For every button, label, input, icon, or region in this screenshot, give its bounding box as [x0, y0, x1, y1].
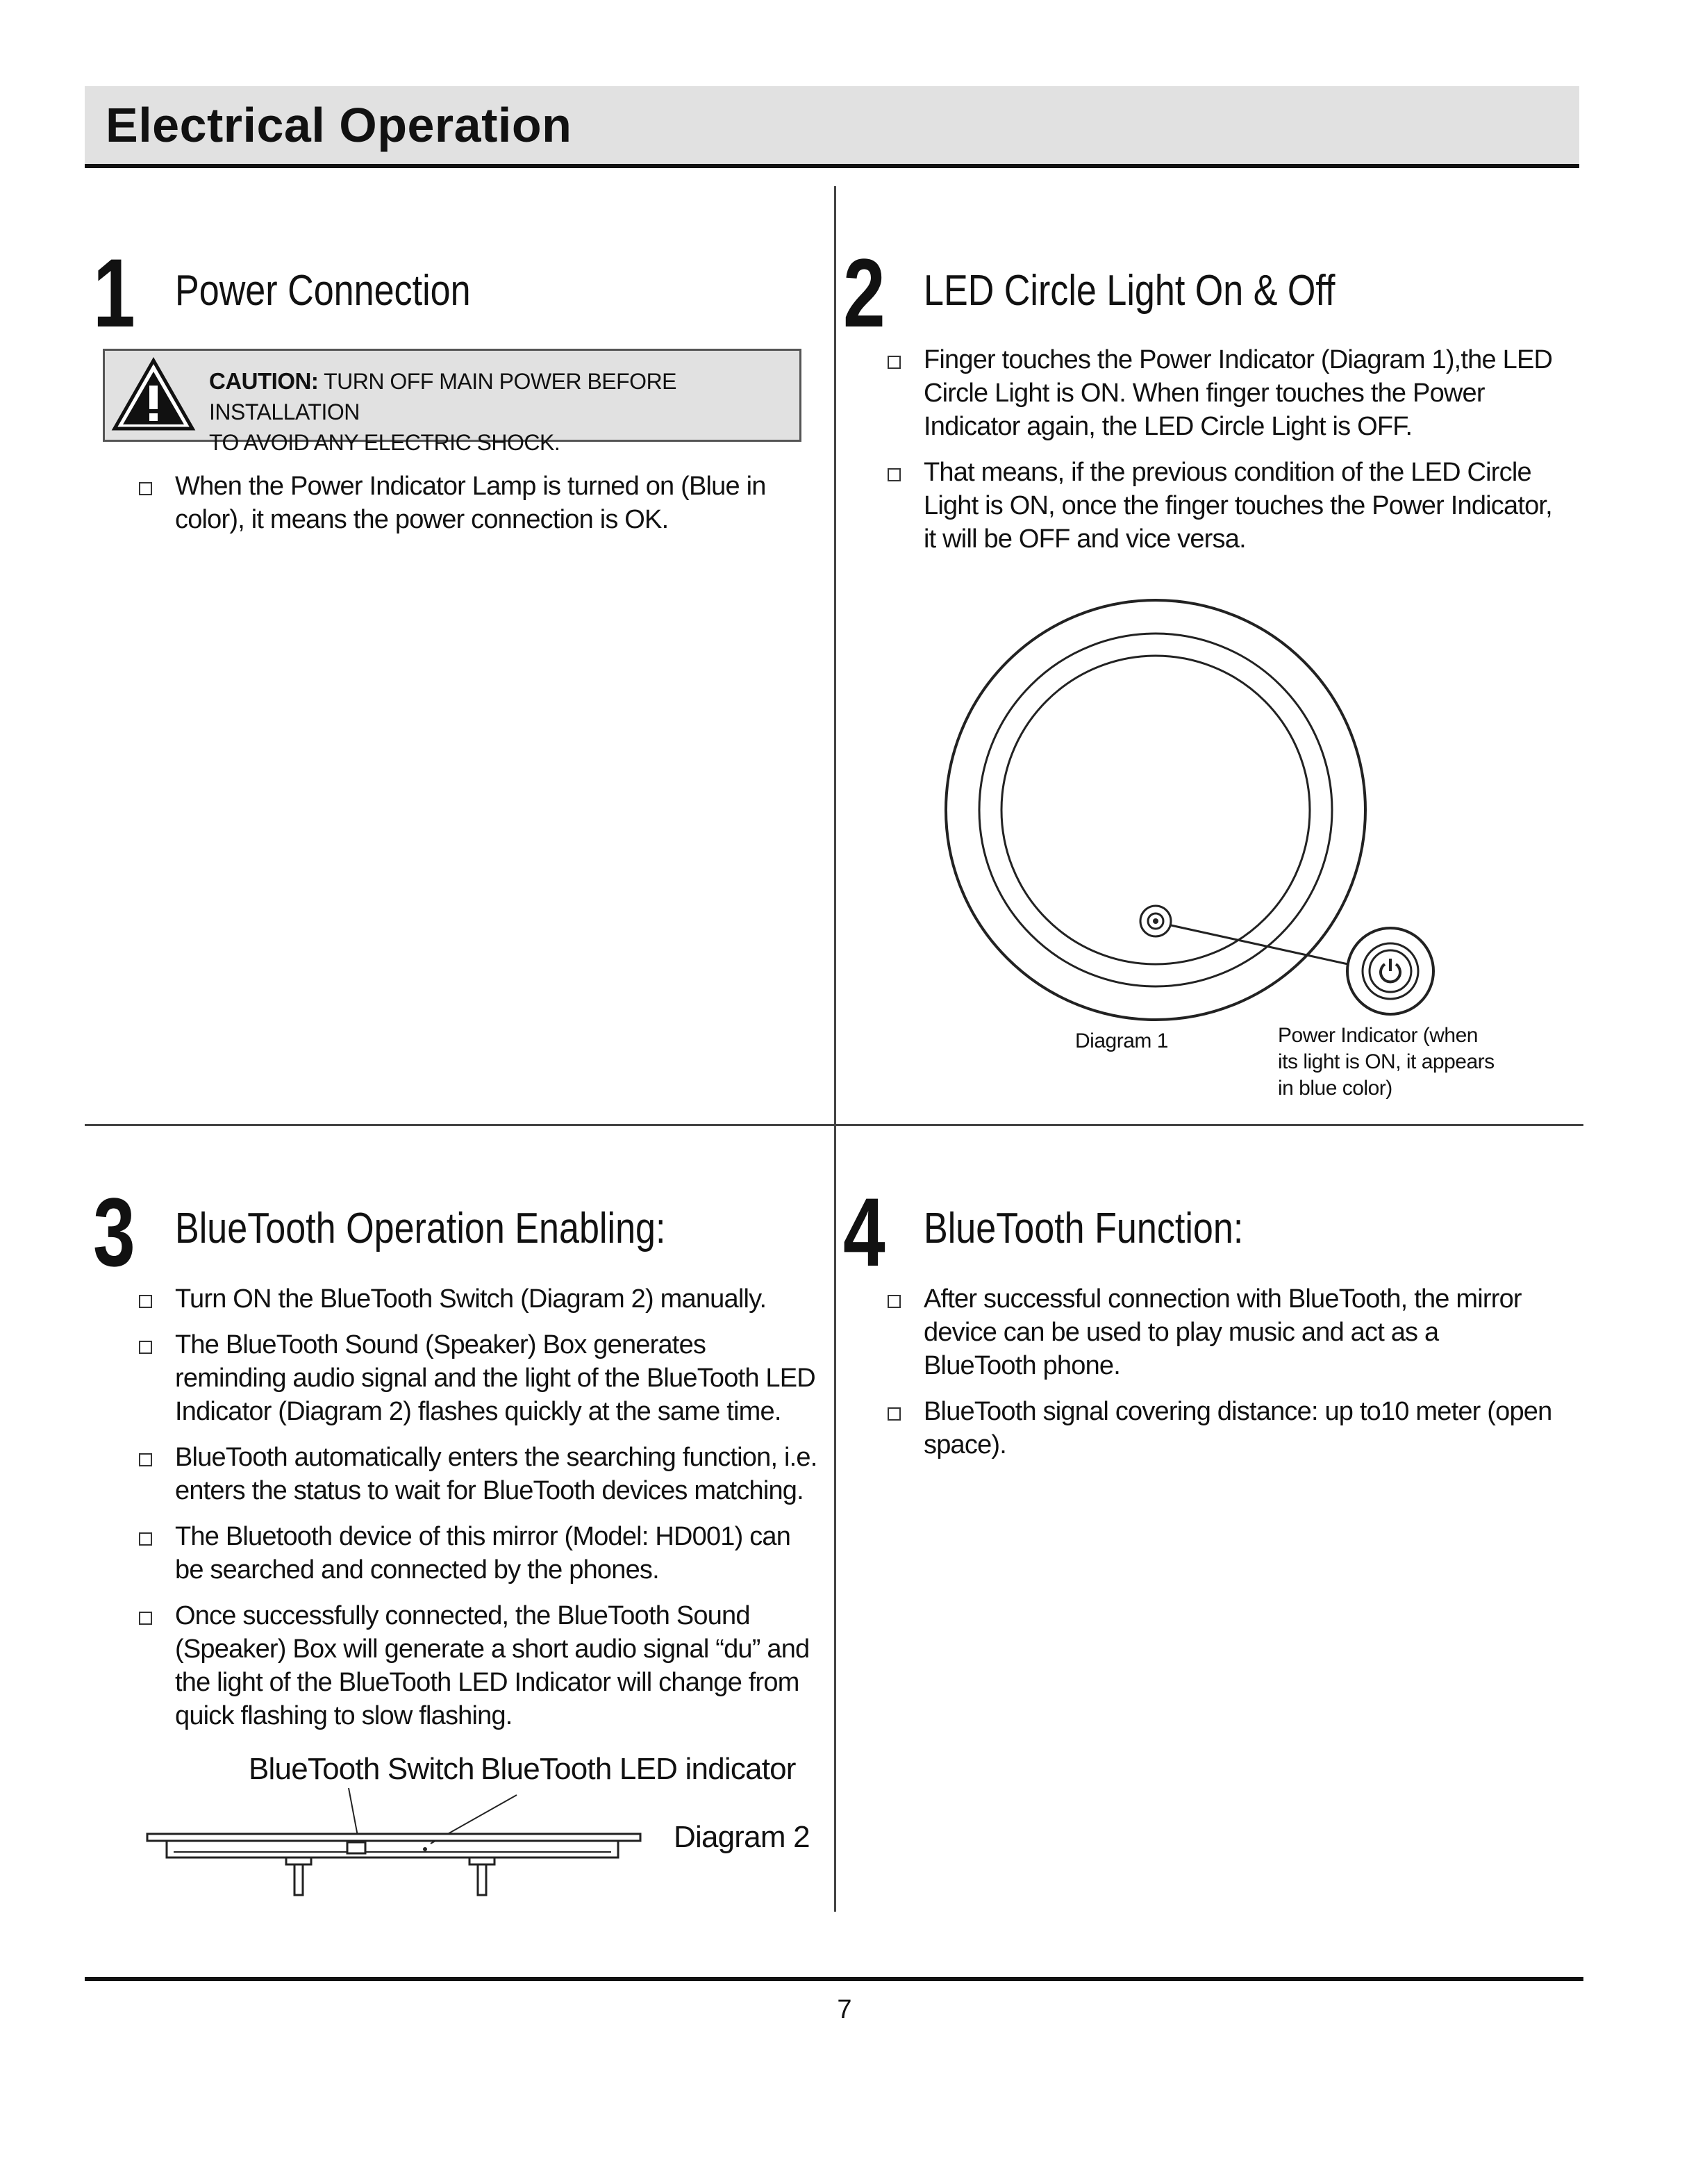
bullet-list: [886, 343, 1560, 568]
caution-box: [103, 349, 801, 455]
section-number: 4: [843, 1177, 885, 1287]
footer-rule: [85, 1977, 1583, 1981]
list-item: [138, 1328, 818, 1428]
column-divider: [834, 186, 836, 1912]
list-item: [138, 470, 825, 536]
list-item: [886, 456, 1560, 556]
list-item: [138, 1599, 818, 1732]
list-item-text: Turn ON the BlueTooth Switch (Diagram 2) manually.: [175, 1284, 767, 1314]
checkbox-icon: [888, 1407, 901, 1421]
row-divider: [85, 1124, 1583, 1126]
diagram-1-label: Diagram 1: [1075, 1029, 1168, 1052]
list-item: [138, 1441, 818, 1507]
checkbox-icon: [139, 1295, 152, 1308]
section-title: BlueTooth Function:: [924, 1205, 1244, 1252]
list-item: [138, 1520, 818, 1587]
bluetooth-switch-label: BlueTooth Switch: [249, 1752, 474, 1786]
bullet-list: [138, 470, 825, 549]
callout-line-2: its light is ON, it appears: [1278, 1050, 1495, 1073]
bluetooth-led-label: BlueTooth LED indicator: [481, 1752, 796, 1786]
list-item-text: The Bluetooth device of this mirror (Model: HD001) can be searched and connected by the phones.: [175, 1522, 791, 1585]
list-item-text: The BlueTooth Sound (Speaker) Box generates reminding audio signal and the light of the BlueTooth LED Indicator (Diagram 2) flashes quickly at the same time.: [175, 1330, 815, 1426]
caution-line-1: TURN OFF MAIN POWER BEFORE INSTALLATION: [209, 369, 677, 424]
list-item: [886, 1282, 1553, 1382]
page-title: Electrical Operation: [106, 98, 572, 152]
caution-text: [209, 366, 799, 458]
section-title: Power Connection: [175, 267, 471, 315]
bullet-list: [138, 1282, 818, 1745]
bullet-list: [886, 1282, 1553, 1474]
page-header: [85, 86, 1579, 168]
section-number: 3: [93, 1177, 135, 1287]
section-number: 2: [843, 238, 885, 347]
mirror-side-diagram: [139, 1785, 653, 1910]
caution-line-2: TO AVOID ANY ELECTRIC SHOCK.: [209, 430, 560, 455]
list-item: [886, 343, 1560, 443]
checkbox-icon: [888, 468, 901, 481]
warning-icon: [110, 356, 197, 433]
list-item-text: Once successfully connected, the BlueTooth Sound (Speaker) Box will generate a short audio signal “du” and the light of the BlueTooth LED Indicator will change from quick flashing to slow flashing.: [175, 1601, 810, 1730]
section-title: BlueTooth Operation Enabling:: [175, 1205, 666, 1252]
list-item-text: When the Power Indicator Lamp is turned on (Blue in color), it means the power connection is OK.: [175, 472, 766, 534]
page-number: 7: [837, 1995, 852, 2024]
checkbox-icon: [139, 1612, 152, 1625]
list-item-text: Finger touches the Power Indicator (Diagram 1),the LED Circle Light is ON. When finger touches the Power Indicator again, the LED Circle Light is OFF.: [924, 345, 1553, 441]
checkbox-icon: [139, 1453, 152, 1466]
section-title: LED Circle Light On & Off: [924, 267, 1336, 315]
diagram-2-label: Diagram 2: [674, 1820, 810, 1854]
checkbox-icon: [139, 482, 152, 495]
section-number: 1: [93, 238, 135, 347]
list-item-text: BlueTooth signal covering distance: up to10 meter (open space).: [924, 1397, 1552, 1459]
list-item-text: BlueTooth automatically enters the searching function, i.e. enters the status to wait for BlueTooth devices matching.: [175, 1443, 817, 1505]
checkbox-icon: [888, 1295, 901, 1308]
power-indicator-callout: [1278, 1023, 1495, 1102]
mirror-diagram: [931, 590, 1458, 1049]
checkbox-icon: [139, 1341, 152, 1354]
caution-label: CAUTION:: [209, 368, 319, 394]
callout-line-1: Power Indicator (when: [1278, 1024, 1478, 1047]
list-item: [886, 1395, 1553, 1462]
callout-line-3: in blue color): [1278, 1077, 1392, 1100]
checkbox-icon: [139, 1532, 152, 1546]
list-item-text: After successful connection with BlueTooth, the mirror device can be used to play music and act as a BlueTooth phone.: [924, 1284, 1522, 1380]
checkbox-icon: [888, 356, 901, 369]
list-item: [138, 1282, 818, 1316]
list-item-text: That means, if the previous condition of the LED Circle Light is ON, once the finger touches the Power Indicator, it will be OFF and vice versa.: [924, 458, 1552, 554]
